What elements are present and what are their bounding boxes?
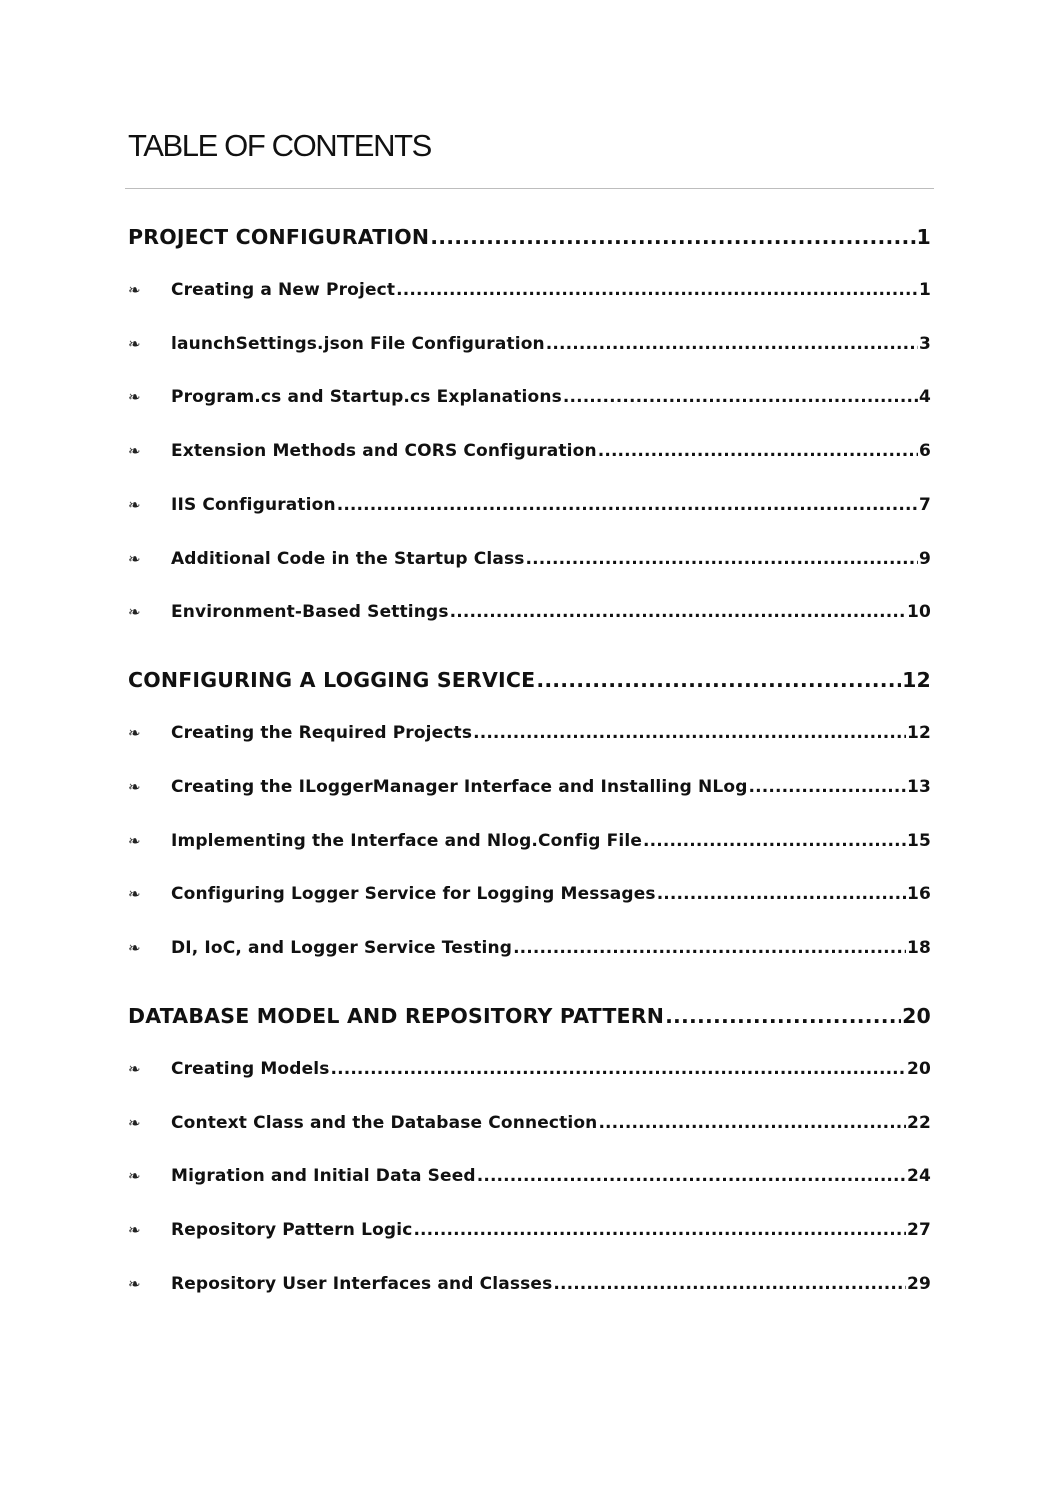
toc-item-entry[interactable] — [128, 478, 931, 532]
toc-item-title: Extension Methods and CORS Configuration — [171, 441, 597, 462]
dot-leader — [563, 387, 918, 407]
toc-item-entry[interactable] — [128, 921, 931, 975]
ornament-bullet-icon: ❧ — [128, 603, 141, 622]
dot-leader — [513, 938, 906, 958]
ornament-bullet-icon: ❧ — [128, 939, 141, 958]
dot-leader — [657, 884, 906, 904]
dot-leader — [331, 1059, 907, 1079]
toc-item-title: DI, IoC, and Logger Service Testing — [171, 938, 513, 959]
toc-item-page: 16 — [907, 884, 931, 905]
dot-leader — [396, 280, 918, 300]
ornament-bullet-icon: ❧ — [128, 388, 141, 407]
dot-leader — [598, 1113, 906, 1133]
ornament-bullet-icon: ❧ — [128, 1167, 141, 1186]
toc-item-entry[interactable] — [128, 1042, 931, 1096]
dot-leader — [413, 1220, 906, 1240]
ornament-bullet-icon: ❧ — [128, 549, 141, 568]
toc-item-title: Additional Code in the Startup Class — [171, 548, 525, 569]
toc-item-page: 27 — [907, 1220, 931, 1241]
toc-section — [128, 989, 931, 1311]
toc-item-page: 29 — [907, 1273, 931, 1294]
toc-item-page: 13 — [907, 776, 931, 797]
toc-item-entry[interactable] — [128, 1257, 931, 1311]
toc-item-page: 12 — [907, 723, 931, 744]
toc-section — [128, 653, 931, 989]
toc-item-page: 10 — [907, 602, 931, 623]
toc-item-entry[interactable] — [128, 1203, 931, 1257]
toc-item-title: Repository Pattern Logic — [171, 1220, 413, 1241]
toc-item-entry[interactable] — [128, 706, 931, 760]
toc-item-entry[interactable] — [128, 532, 931, 586]
toc-item-entry[interactable] — [128, 371, 931, 425]
toc-chapter-entry[interactable] — [128, 989, 931, 1042]
toc-item-page: 18 — [907, 938, 931, 959]
toc-item-page: 4 — [919, 387, 931, 408]
toc-item-entry[interactable] — [128, 1096, 931, 1150]
toc-item-entry[interactable] — [128, 1150, 931, 1204]
toc-chapter-title: CONFIGURING A LOGGING SERVICE — [128, 667, 536, 692]
toc-item-page: 22 — [907, 1112, 931, 1133]
toc-item-title: Creating the Required Projects — [171, 723, 473, 744]
toc-item-page: 7 — [919, 494, 931, 515]
toc-item-title: Program.cs and Startup.cs Explanations — [171, 387, 562, 408]
dot-leader — [430, 225, 915, 249]
dot-leader — [477, 1166, 906, 1186]
toc-item-entry[interactable] — [128, 760, 931, 814]
section-spacer — [128, 975, 931, 989]
toc-item-page: 3 — [919, 333, 931, 354]
toc-item-title: Repository User Interfaces and Classes — [171, 1273, 553, 1294]
toc-chapter-title: DATABASE MODEL AND REPOSITORY PATTERN — [128, 1003, 665, 1028]
toc-chapter-page: 20 — [902, 1003, 931, 1028]
ornament-bullet-icon: ❧ — [128, 1274, 141, 1293]
dot-leader — [450, 602, 906, 622]
toc-item-title: Environment-Based Settings — [171, 602, 449, 623]
toc-item-page: 6 — [919, 441, 931, 462]
toc-item-title: Implementing the Interface and Nlog.Config File — [171, 830, 643, 851]
table-of-contents — [128, 210, 931, 1311]
toc-item-page: 24 — [907, 1166, 931, 1187]
ornament-bullet-icon: ❧ — [128, 1113, 141, 1132]
toc-chapter-title: PROJECT CONFIGURATION — [128, 224, 430, 249]
toc-item-entry[interactable] — [128, 263, 931, 317]
ornament-bullet-icon: ❧ — [128, 724, 141, 743]
ornament-bullet-icon: ❧ — [128, 280, 141, 299]
toc-item-title: IIS Configuration — [171, 494, 336, 515]
ornament-bullet-icon: ❧ — [128, 831, 141, 850]
title-divider — [125, 188, 934, 189]
toc-item-entry[interactable] — [128, 317, 931, 371]
dot-leader — [473, 723, 906, 743]
dot-leader — [643, 831, 906, 851]
toc-item-title: Configuring Logger Service for Logging Messages — [171, 884, 656, 905]
toc-item-page: 1 — [919, 279, 931, 300]
dot-leader — [536, 668, 901, 692]
ornament-bullet-icon: ❧ — [128, 1059, 141, 1078]
toc-chapter-page: 1 — [916, 224, 931, 249]
toc-item-title: Context Class and the Database Connection — [171, 1112, 598, 1133]
toc-item-title: Migration and Initial Data Seed — [171, 1166, 476, 1187]
toc-item-title: Creating Models — [171, 1058, 330, 1079]
toc-item-page: 9 — [919, 548, 931, 569]
dot-leader — [553, 1274, 906, 1294]
toc-item-page: 20 — [907, 1058, 931, 1079]
dot-leader — [526, 549, 918, 569]
toc-chapter-entry[interactable] — [128, 653, 931, 706]
page-title: TABLE OF CONTENTS — [128, 128, 431, 163]
toc-item-entry[interactable] — [128, 586, 931, 640]
toc-chapter-entry[interactable] — [128, 210, 931, 263]
toc-item-title: Creating a New Project — [171, 279, 396, 300]
dot-leader — [337, 495, 918, 515]
ornament-bullet-icon: ❧ — [128, 1221, 141, 1240]
dot-leader — [546, 334, 918, 354]
toc-section — [128, 210, 931, 653]
ornament-bullet-icon: ❧ — [128, 777, 141, 796]
toc-item-page: 15 — [907, 830, 931, 851]
dot-leader — [749, 777, 907, 797]
ornament-bullet-icon: ❧ — [128, 495, 141, 514]
toc-item-entry[interactable] — [128, 424, 931, 478]
ornament-bullet-icon: ❧ — [128, 442, 141, 461]
ornament-bullet-icon: ❧ — [128, 334, 141, 353]
toc-item-entry[interactable] — [128, 814, 931, 868]
toc-item-title: Creating the ILoggerManager Interface and Installing NLog — [171, 776, 748, 797]
toc-item-entry[interactable] — [128, 868, 931, 922]
dot-leader — [665, 1004, 901, 1028]
toc-chapter-page: 12 — [902, 667, 931, 692]
ornament-bullet-icon: ❧ — [128, 885, 141, 904]
section-spacer — [128, 639, 931, 653]
toc-item-title: launchSettings.json File Configuration — [171, 333, 545, 354]
dot-leader — [598, 441, 918, 461]
